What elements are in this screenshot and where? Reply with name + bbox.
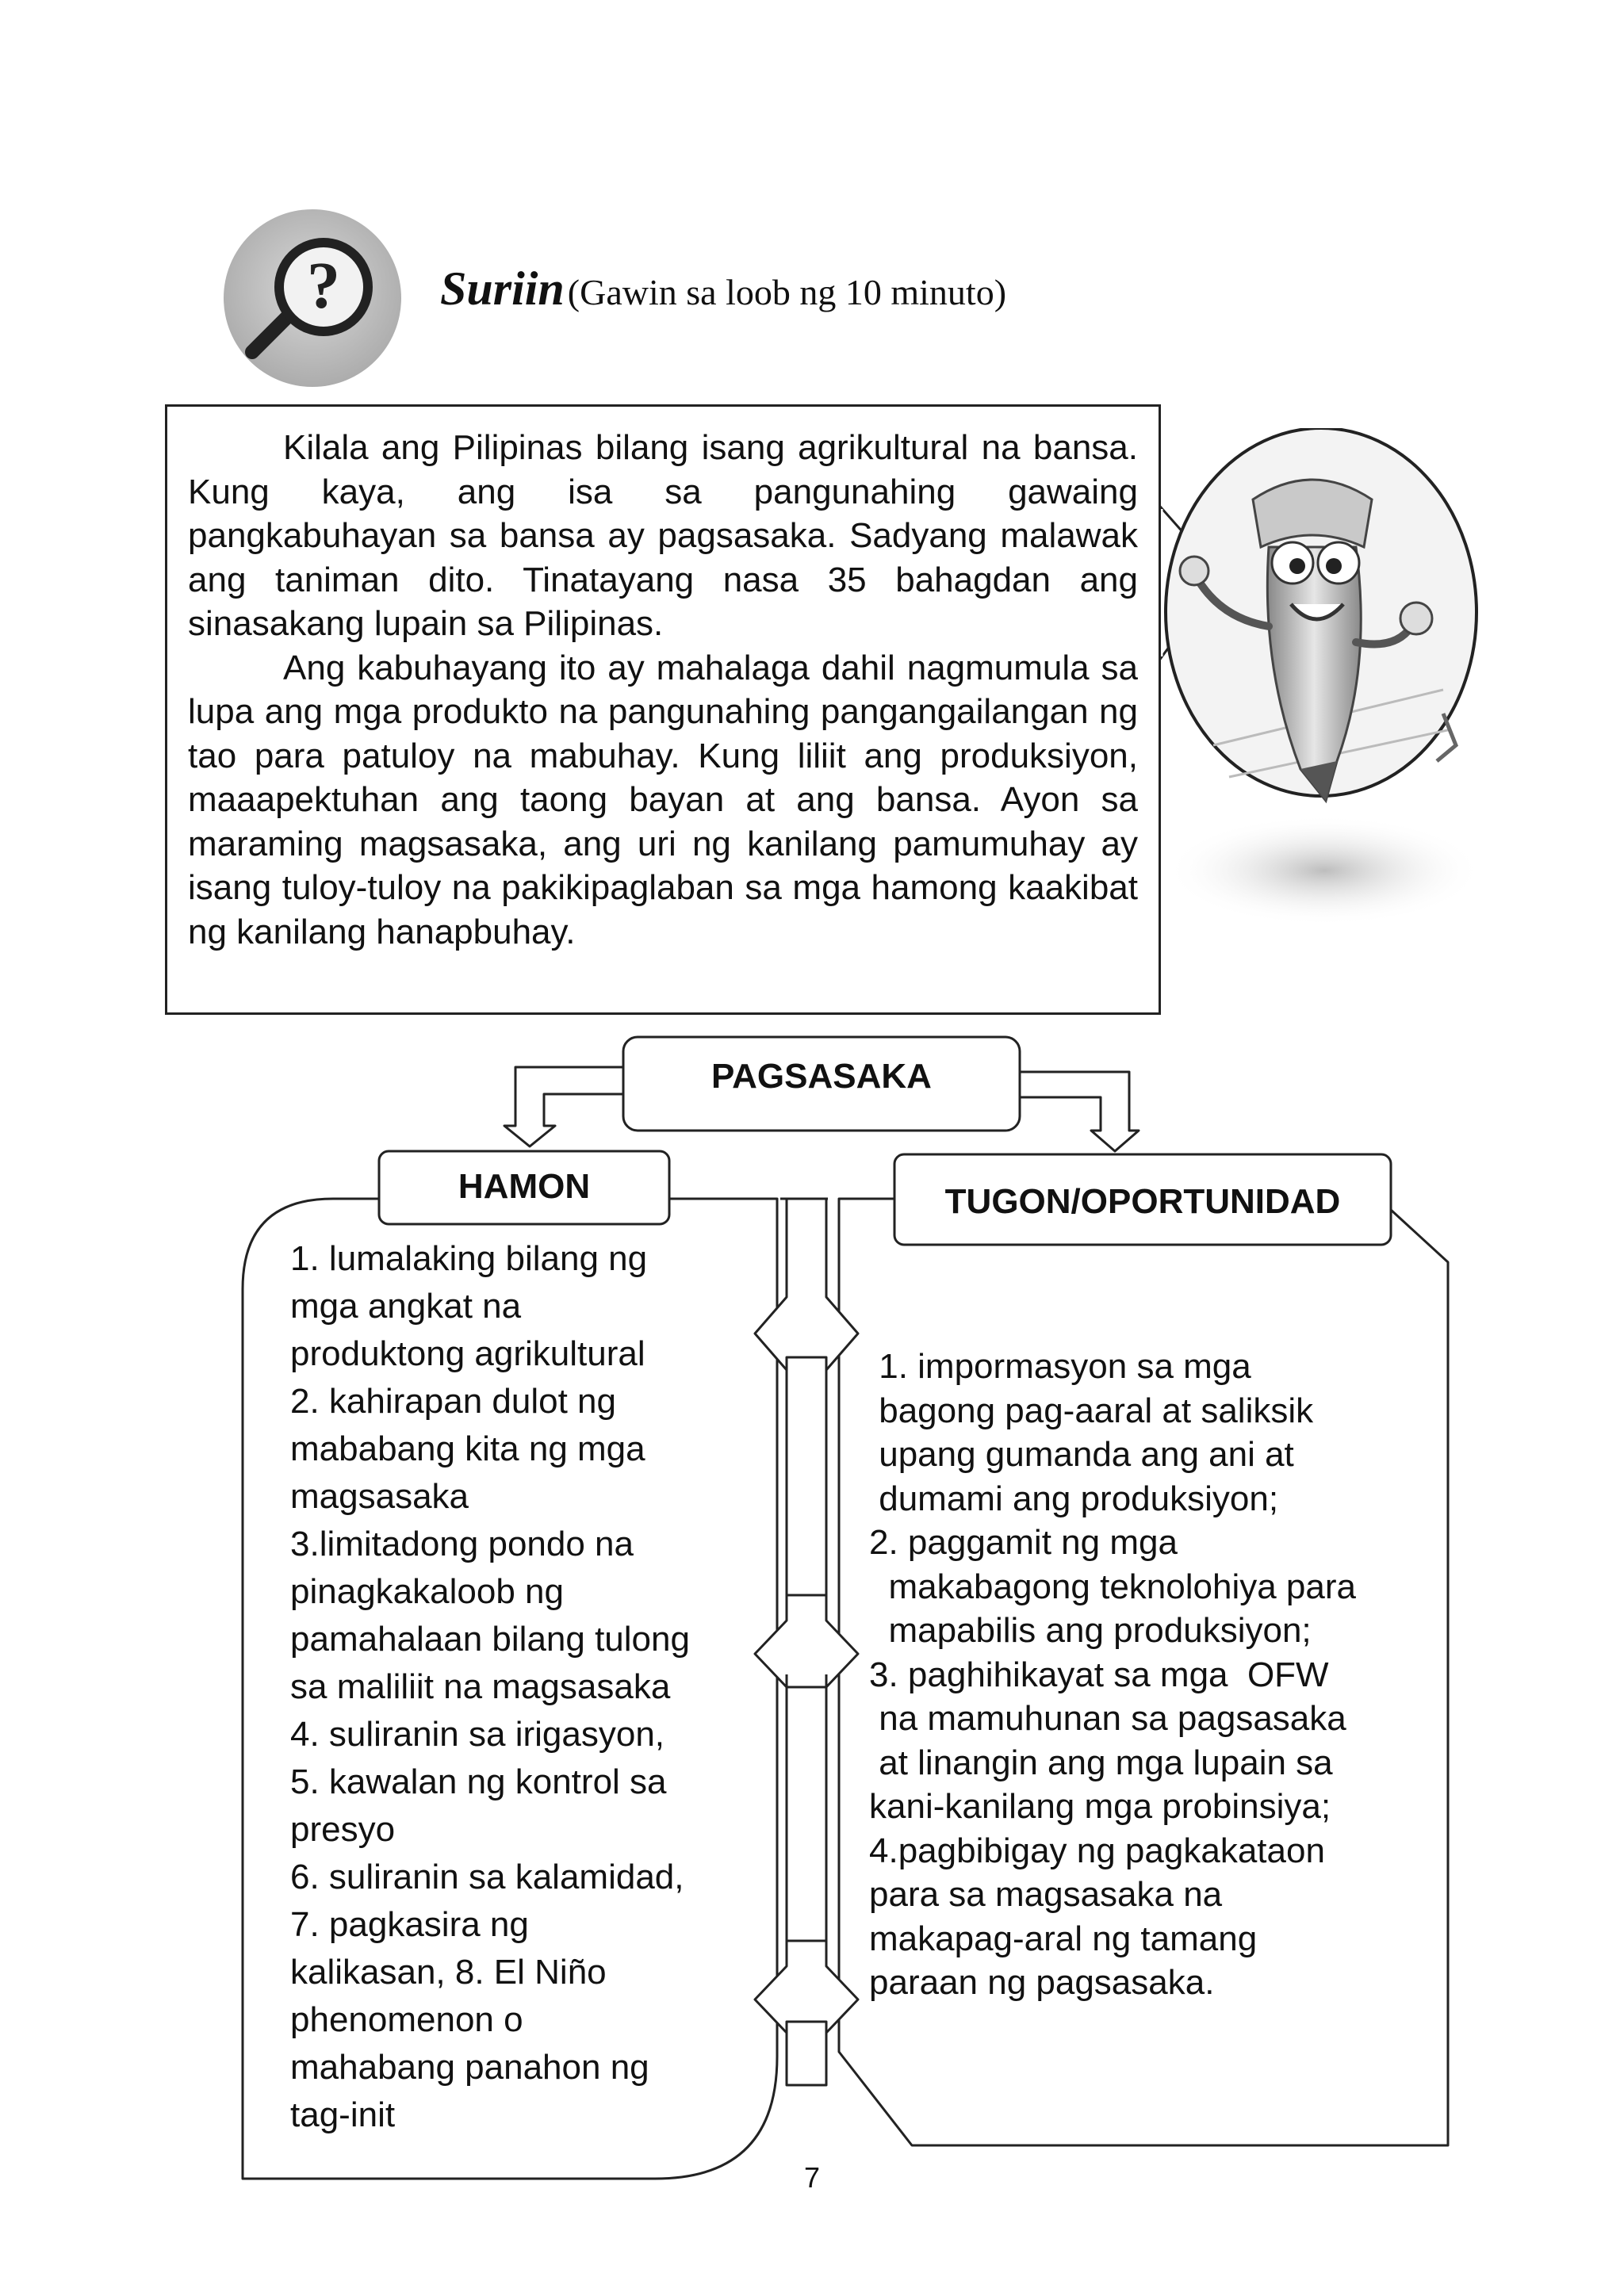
hamon-list	[290, 1235, 742, 2139]
list-item: kalikasan, 8. El Niño	[290, 1953, 607, 1992]
tugon-title: TUGON/OPORTUNIDAD	[944, 1182, 1341, 1221]
list-item: mababang kita ng mga	[290, 1429, 645, 1468]
list-item: magsasaka	[290, 1477, 469, 1516]
list-item: 2. paggamit ng mga	[869, 1523, 1178, 1562]
list-item: produktong agrikultural	[290, 1334, 645, 1373]
list-item: 7. pagkasira ng	[290, 1905, 529, 1944]
list-item: presyo	[290, 1810, 396, 1849]
list-item: 1. impormasyon sa mga	[869, 1347, 1251, 1386]
list-item: 2. kahirapan dulot ng	[290, 1382, 616, 1421]
list-item: kani-kanilang mga probinsiya;	[869, 1787, 1331, 1826]
list-item: paraan ng pagsasaka.	[869, 1963, 1215, 2002]
list-item: upang gumanda ang ani at	[869, 1435, 1294, 1474]
svg-text:?: ?	[307, 249, 340, 323]
page-number: 7	[803, 2161, 821, 2194]
diagram-root-label: PAGSASAKA	[711, 1057, 932, 1096]
list-item: sa maliliit na magsasaka	[290, 1667, 671, 1706]
list-item: bagong pag-aaral at saliksik	[869, 1391, 1314, 1430]
list-item: 4. suliranin sa irigasyon,	[290, 1715, 665, 1754]
list-item: phenomenon o	[290, 2000, 523, 2039]
list-item: makapag-aral ng tamang	[869, 1919, 1258, 1958]
intro-paragraph-1: Kilala ang Pilipinas bilang isang agrikultural na bansa. Kung kaya, ang isa sa pangunahing gawaing pangkabuhayan sa bansa ay pagsasaka. Sadyang malawak ang taniman dito. Tinatayang nasa 35 bahagdan ang sinasakang lupain sa Pilipinas.	[188, 428, 1138, 643]
list-item: pamahalaan bilang tulong	[290, 1620, 690, 1659]
list-item: tag-init	[290, 2095, 396, 2134]
list-item: na mamuhunan sa pagsasaka	[869, 1699, 1346, 1738]
list-item: makabagong teknolohiya para	[869, 1567, 1356, 1606]
list-item: 1. lumalaking bilang ng	[290, 1239, 648, 1278]
list-item: 5. kawalan ng kontrol sa	[290, 1762, 667, 1801]
section-title-subtitle: (Gawin sa loob ng 10 minuto)	[567, 272, 1007, 312]
list-item: dumami ang produksiyon;	[869, 1479, 1279, 1518]
intro-paragraph-2: Ang kabuhayang ito ay mahalaga dahil nagmumula sa lupa ang mga produkto na pangunahing pangangailangan ng tao para patuloy na mabuhay. Kung liliit ang produksiyon, maaapektuhan ang taong bayan at ang bansa. Ayon sa maraming magsasaka, ang uri ng kanilang pamumuhay ay isang tuloy-tuloy na pakikipaglaban sa mga hamong kaakibat ng kanilang hanapbuhay.	[188, 648, 1138, 951]
list-item: 3. paghihikayat sa mga OFW	[869, 1655, 1329, 1694]
list-item: para sa magsasaka na	[869, 1875, 1223, 1914]
hamon-title: HAMON	[458, 1167, 591, 1206]
list-item: 6. suliranin sa kalamidad,	[290, 1858, 684, 1896]
list-item: mapabilis ang produksiyon;	[869, 1611, 1312, 1650]
section-title-main: Suriin	[440, 262, 565, 315]
list-item: at linangin ang mga lupain sa	[869, 1743, 1333, 1782]
list-item: 4.pagbibigay ng pagkakataon	[869, 1831, 1325, 1870]
list-item: 3.limitadong pondo na	[290, 1525, 634, 1563]
list-item: pinagkakaloob ng	[290, 1572, 564, 1611]
tugon-list	[869, 1345, 1424, 2005]
list-item: mahabang panahon ng	[290, 2048, 649, 2087]
list-item: mga angkat na	[290, 1287, 522, 1326]
